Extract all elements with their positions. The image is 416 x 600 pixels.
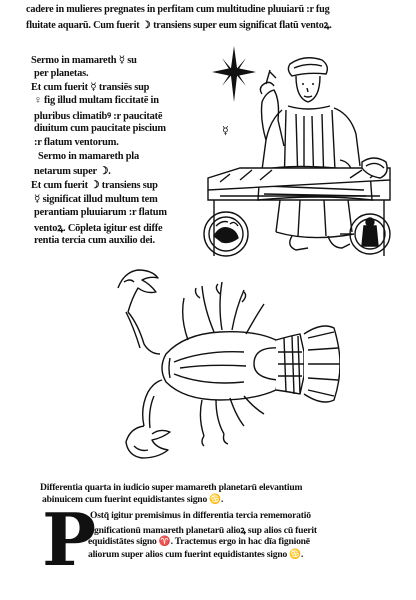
text-line: rentia tercia cum auxilio dei. — [34, 235, 155, 246]
top-line-1: cadere in mulieres pregnates in perfitam cum multitudine pluuiarū :r fug — [26, 4, 330, 15]
decorated-initial — [42, 497, 97, 582]
text-line: ☿ significat illud multum tem — [34, 194, 158, 205]
text-line: :r flatum ventorum. — [34, 137, 119, 148]
paragraph-line: equidistātes signo ♈. Tractemus ergo in hac dīa fignionē — [88, 536, 310, 547]
text-line: netarum super ☽. — [34, 166, 111, 177]
initial-letter: P — [42, 497, 97, 582]
text-line: Et cum fuerit ☽ transiens sup — [31, 180, 158, 191]
text-line: perantiam pluuiarum :r flatum — [34, 207, 167, 218]
text-line: pluribus climatibꝰ :r paucitatē — [34, 111, 163, 122]
rubric-sermo-2: Sermo in mamareth pla — [38, 151, 139, 162]
paragraph-line: aliorum super alios cum fuerint equidistantes signo ♋. — [88, 549, 304, 560]
paragraph-line: Ostq̄ igitur premisimus in differentia tercia rememoratiō — [90, 510, 311, 521]
text-line: per planetas. — [34, 68, 89, 79]
text-line: ventoꝝ. Cōpleta igitur est diffe — [34, 223, 163, 234]
top-line-2: fluitate aquarū. Cum fuerit ☽ transiens super eum significat flatū ventoꝝ. — [26, 20, 332, 31]
lobster-woodcut — [104, 268, 340, 468]
mercury-symbol-icon: ☿ — [222, 125, 229, 137]
section-heading-line-1: Differentia quarta in iudicio super mamareth planetarū elevantium — [40, 482, 303, 493]
rubric-sermo-1: Sermo in mamareth ☿ su — [31, 55, 137, 66]
paragraph-line: significationū mamareth planetarū alioꝝ sup alios cū fuerit — [88, 525, 317, 536]
seated-figure-woodcut — [200, 50, 392, 262]
text-line: diuitum cum paucitate piscium — [34, 123, 166, 134]
text-line: Et cum fuerit ☿ transiēs sup — [31, 82, 150, 93]
section-heading-line-2: abinuicem cum fuerint equidistantes signo ♋. — [42, 494, 224, 505]
text-line: ♀ fig illud multam ficcitatē in — [34, 95, 159, 106]
